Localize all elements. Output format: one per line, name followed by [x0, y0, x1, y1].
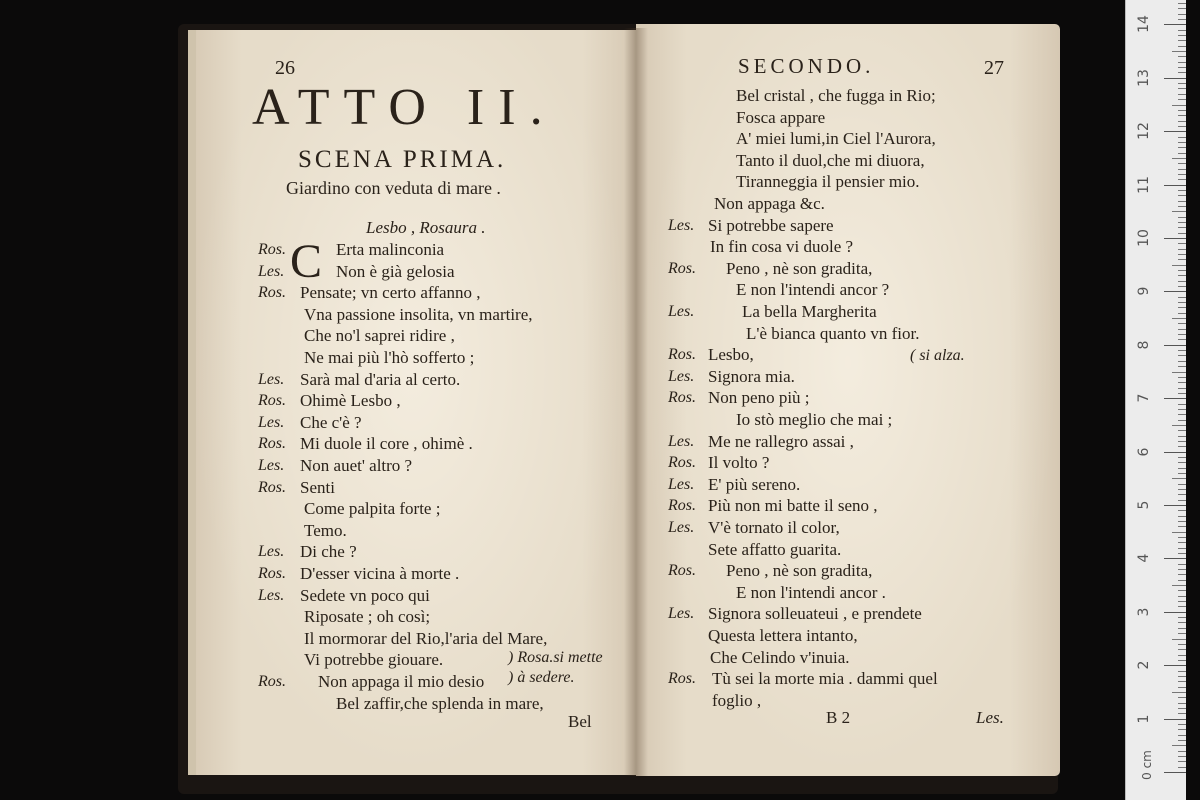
speaker-label: Les. [668, 605, 695, 623]
ruler-tick [1172, 158, 1186, 159]
ruler-tick [1178, 259, 1186, 260]
ruler-tick [1178, 174, 1186, 175]
right-page-number: 27 [984, 57, 1004, 79]
dialogue-line: Tù sei la morte mia . dammi quel [712, 669, 938, 689]
catchword: Les. [976, 708, 1004, 727]
ruler-tick [1178, 323, 1186, 324]
dialogue-line: Che c'è ? [300, 412, 362, 432]
ruler-number: 2 [1136, 660, 1152, 670]
ruler-tick [1164, 398, 1186, 399]
ruler-tick [1178, 756, 1186, 757]
ruler-tick [1172, 478, 1186, 479]
dialogue-line: Non appaga &c. [714, 194, 825, 213]
ruler-tick [1178, 468, 1186, 469]
ruler-number: 7 [1136, 393, 1152, 403]
ruler-tick [1178, 622, 1186, 623]
ruler-number: 6 [1136, 447, 1152, 457]
ruler-tick [1178, 147, 1186, 148]
ruler-tick [1178, 606, 1186, 607]
dialogue-line: Bel zaffir,che splenda in mare, [336, 693, 544, 713]
ruler-tick [1178, 8, 1186, 9]
ruler-tick [1178, 302, 1186, 303]
ruler-tick [1164, 612, 1186, 613]
ruler-tick [1178, 307, 1186, 308]
ruler-tick [1178, 190, 1186, 191]
dialogue-line: Riposate ; oh così; [304, 607, 431, 627]
book-gutter [624, 28, 648, 776]
dialogue-line: Ohimè Lesbo , [300, 391, 401, 411]
ruler-tick [1178, 382, 1186, 383]
dialogue-line: Bel cristal , che fugga in Rio; [736, 86, 936, 105]
dialogue-line: Di che ? [300, 542, 357, 562]
dialogue-line: Io stò meglio che mai ; [736, 410, 893, 429]
ruler-tick [1178, 169, 1186, 170]
ruler-tick [1178, 297, 1186, 298]
ruler-tick [1178, 179, 1186, 180]
ruler-number: 14 [1136, 15, 1152, 34]
dialogue-line: Signora solleuateui , e prendete [708, 604, 922, 624]
ruler-tick [1178, 142, 1186, 143]
dialogue-line: Sete affatto guarita. [708, 539, 842, 559]
ruler-number: 12 [1136, 122, 1152, 141]
dialogue-line: Tanto il duol,che mi diuora, [736, 150, 925, 170]
ruler-tick [1178, 489, 1186, 490]
dialogue-line: Non peno più ; [708, 388, 810, 408]
ruler-tick [1178, 222, 1186, 223]
ruler-number: 4 [1136, 553, 1152, 563]
ruler-tick [1178, 655, 1186, 656]
speaker-label: Les. [668, 216, 695, 234]
ruler-tick [1164, 719, 1186, 720]
speaker-label: Ros. [258, 284, 286, 302]
scene-heading: SCENA PRIMA. [298, 146, 507, 173]
ruler-tick [1172, 105, 1186, 106]
ruler-tick [1178, 286, 1186, 287]
act-heading: ATTO II. [252, 79, 557, 136]
ruler-tick [1178, 366, 1186, 367]
dialogue-line: Peno , nè son gradita, [726, 258, 873, 278]
ruler-tick [1178, 676, 1186, 677]
ruler-tick [1164, 78, 1186, 79]
speaker-label: Les. [258, 413, 285, 431]
ruler-tick [1178, 601, 1186, 602]
dialogue-line: Senti [300, 477, 335, 497]
dialogue-line: E non l'intendi ancor ? [736, 280, 890, 300]
ruler-tick [1172, 585, 1186, 586]
ruler-tick [1178, 40, 1186, 41]
ruler-tick [1178, 724, 1186, 725]
ruler-tick [1164, 505, 1186, 506]
ruler-tick [1178, 409, 1186, 410]
ruler-tick [1178, 350, 1186, 351]
drop-cap: C [290, 235, 323, 288]
ruler-tick [1178, 137, 1186, 138]
ruler-tick [1178, 430, 1186, 431]
dialogue-line: Non auet' altro ? [300, 456, 413, 475]
speaker-label: Les. [668, 475, 695, 493]
ruler-tick [1178, 388, 1186, 389]
speaker-label: Les. [668, 367, 695, 385]
speaker-label: Ros. [258, 435, 286, 453]
ruler-tick [1178, 227, 1186, 228]
dialogue-line: Sarà mal d'aria al certo. [300, 369, 461, 389]
speaker-label: Ros. [258, 673, 286, 690]
ruler-tick [1164, 238, 1186, 239]
ruler-tick [1178, 19, 1186, 20]
speaker-label: Ros. [668, 562, 696, 580]
dialogue-line: L'è bianca quanto vn fior. [746, 323, 920, 343]
ruler-tick [1178, 596, 1186, 597]
ruler-tick [1164, 558, 1186, 559]
dialogue-line: foglio , [712, 690, 762, 710]
dialogue-line: Fosca appare [736, 107, 826, 127]
speaker-label: Ros. [258, 392, 286, 410]
ruler-tick [1178, 72, 1186, 73]
ruler-tick [1178, 590, 1186, 591]
dialogue-line: La bella Margherita [742, 302, 877, 321]
dialogue-line: Il volto ? [708, 453, 770, 473]
dialogue-line: Il mormorar del Rio,l'aria del Mare, [304, 628, 548, 648]
ruler-number: 5 [1136, 500, 1152, 510]
speaker-label: Ros. [258, 565, 286, 582]
ruler-tick [1178, 339, 1186, 340]
ruler-tick [1178, 671, 1186, 672]
ruler-tick [1178, 414, 1186, 415]
ruler-tick [1178, 233, 1186, 234]
ruler-tick [1178, 473, 1186, 474]
dialogue-line: Questa lettera intanto, [708, 626, 858, 645]
dialogue-line: Sedete vn poco qui [300, 585, 430, 605]
ruler-tick [1178, 30, 1186, 31]
ruler-tick [1178, 681, 1186, 682]
dialogue-line: Erta malinconia [336, 240, 445, 259]
ruler-tick [1172, 265, 1186, 266]
ruler-tick [1178, 553, 1186, 554]
ruler-tick [1178, 687, 1186, 688]
ruler-tick [1172, 425, 1186, 426]
dialogue-line: Si potrebbe sapere [708, 215, 834, 235]
ruler-tick [1178, 548, 1186, 549]
ruler-tick [1178, 516, 1186, 517]
ruler-tick [1178, 3, 1186, 4]
ruler-tick [1178, 569, 1186, 570]
ruler-tick [1178, 153, 1186, 154]
speaker-label: Les. [668, 432, 695, 450]
ruler-tick [1178, 275, 1186, 276]
ruler-tick [1178, 767, 1186, 768]
speaker-label: Ros. [668, 670, 696, 688]
scene-setting: Giardino con veduta di mare . [286, 178, 501, 198]
ruler-tick [1178, 94, 1186, 95]
ruler-tick [1164, 345, 1186, 346]
ruler-tick [1178, 243, 1186, 244]
dialogue-line: Ne mai più l'hò sofferto ; [304, 348, 475, 367]
ruler-tick [1172, 51, 1186, 52]
dialogue-line: Più non mi batte il seno , [708, 496, 878, 516]
stage-direction: ) Rosa.si mette [508, 649, 603, 666]
speaker-label: Les. [668, 303, 695, 320]
ruler-tick [1178, 484, 1186, 485]
stage-direction: ( si alza. [910, 347, 965, 364]
ruler-tick [1178, 494, 1186, 495]
ruler-tick [1178, 537, 1186, 538]
ruler-tick [1178, 628, 1186, 629]
speaker-label: Les. [258, 370, 285, 388]
ruler-tick [1178, 83, 1186, 84]
ruler-tick [1178, 564, 1186, 565]
dialogue-line: Vna passione insolita, vn martire, [304, 304, 533, 324]
ruler-tick [1172, 318, 1186, 319]
ruler-tick [1178, 457, 1186, 458]
dialogue-line: Non è già gelosia [336, 261, 455, 281]
dialogue-line: Temo. [304, 520, 347, 540]
ruler-tick [1172, 692, 1186, 693]
ruler-tick [1178, 313, 1186, 314]
ruler-tick [1178, 644, 1186, 645]
signature-mark: B 2 [826, 708, 851, 727]
ruler-tick [1178, 217, 1186, 218]
ruler-tick [1178, 740, 1186, 741]
ruler-tick [1178, 526, 1186, 527]
left-page-number: 26 [275, 57, 295, 79]
characters-list: Lesbo , Rosaura . [366, 218, 486, 237]
ruler-number: 8 [1136, 340, 1152, 350]
ruler-tick [1178, 510, 1186, 511]
ruler-tick [1178, 201, 1186, 202]
ruler-tick [1178, 436, 1186, 437]
speaker-label: Les. [258, 543, 285, 561]
dialogue-line: E' più sereno. [708, 474, 801, 494]
ruler-tick [1172, 745, 1186, 746]
ruler-tick [1178, 617, 1186, 618]
speaker-label: Ros. [258, 478, 286, 496]
ruler-tick [1178, 254, 1186, 255]
dialogue-line: Pensate; vn certo affanno , [300, 283, 481, 303]
ruler-tick [1178, 206, 1186, 207]
dialogue-line: In fin cosa vi duole ? [710, 237, 854, 257]
ruler-tick [1164, 452, 1186, 453]
dialogue-line: Non appaga il mio desio [318, 672, 485, 691]
dialogue-line: Come palpita forte ; [304, 499, 441, 519]
speaker-label: Les. [258, 586, 285, 604]
ruler-tick [1178, 649, 1186, 650]
page-edge [188, 30, 196, 775]
ruler-tick [1178, 56, 1186, 57]
ruler-tick [1178, 126, 1186, 127]
ruler-tick [1178, 729, 1186, 730]
dialogue-line: Vi potrebbe giouare. [304, 650, 444, 670]
ruler-tick [1178, 393, 1186, 394]
ruler-tick [1164, 291, 1186, 292]
ruler-number: 13 [1136, 68, 1152, 87]
dialogue-line: A' miei lumi,in Ciel l'Aurora, [736, 129, 936, 149]
ruler-tick [1178, 163, 1186, 164]
dialogue-line: Mi duole il core , ohimè . [300, 434, 473, 454]
ruler-tick [1178, 708, 1186, 709]
ruler-tick [1178, 334, 1186, 335]
ruler-tick [1178, 521, 1186, 522]
ruler-tick [1164, 131, 1186, 132]
speaker-label: Les. [668, 519, 695, 536]
ruler-tick [1164, 772, 1186, 773]
dialogue-line: Me ne rallegro assai , [708, 431, 854, 451]
ruler-number: 1 [1136, 714, 1152, 724]
ruler-tick [1178, 713, 1186, 714]
ruler-tick [1178, 67, 1186, 68]
ruler-tick [1172, 639, 1186, 640]
ruler-tick [1178, 441, 1186, 442]
ruler-tick [1178, 355, 1186, 356]
speaker-label: Les. [258, 457, 285, 474]
ruler-number: 11 [1136, 175, 1152, 194]
ruler-tick [1178, 660, 1186, 661]
dialogue-line: D'esser vicina à morte . [300, 564, 460, 583]
ruler-tick [1178, 195, 1186, 196]
ruler-number: 9 [1136, 286, 1152, 296]
ruler-tick [1178, 46, 1186, 47]
speaker-label: Ros. [668, 454, 696, 472]
ruler-tick [1178, 703, 1186, 704]
ruler-tick [1178, 115, 1186, 116]
ruler-tick [1178, 329, 1186, 330]
ruler-tick [1178, 249, 1186, 250]
ruler-unit: 0 cm [1139, 750, 1154, 780]
speaker-label: Ros. [668, 389, 696, 407]
ruler-tick [1178, 574, 1186, 575]
ruler-tick [1164, 665, 1186, 666]
ruler-tick [1178, 404, 1186, 405]
dialogue-line: Peno , nè son gradita, [726, 561, 873, 581]
ruler-tick [1172, 532, 1186, 533]
speaker-label: Ros. [668, 346, 696, 364]
catchword: Bel [568, 712, 592, 731]
ruler-tick [1178, 735, 1186, 736]
ruler-tick [1178, 35, 1186, 36]
ruler-tick [1178, 697, 1186, 698]
running-head: SECONDO. [738, 54, 875, 78]
ruler-tick [1178, 633, 1186, 634]
dialogue-line: Che Celindo v'inuia. [710, 647, 850, 667]
speaker-label: Les. [258, 262, 285, 280]
dialogue-line: E non l'intendi ancor . [736, 582, 886, 602]
ruler-tick [1178, 462, 1186, 463]
dialogue-line: Che no'l saprei ridire , [304, 326, 455, 346]
ruler-number: 3 [1136, 607, 1152, 617]
ruler-tick [1178, 14, 1186, 15]
dialogue-line: Lesbo, [708, 345, 754, 365]
ruler-tick [1178, 281, 1186, 282]
ruler-tick [1178, 377, 1186, 378]
ruler-tick [1178, 110, 1186, 111]
ruler-tick [1178, 761, 1186, 762]
stage-direction: ) à sedere. [508, 669, 575, 686]
ruler-tick [1178, 420, 1186, 421]
ruler-tick [1172, 372, 1186, 373]
dialogue-line: Signora mia. [708, 366, 795, 386]
ruler-tick [1164, 185, 1186, 186]
measurement-ruler [1125, 0, 1186, 800]
speaker-label: Ros. [668, 497, 696, 515]
dialogue-line: V'è tornato il color, [708, 518, 840, 537]
speaker-label: Ros. [668, 259, 696, 277]
ruler-tick [1178, 751, 1186, 752]
ruler-tick [1164, 24, 1186, 25]
ruler-tick [1178, 446, 1186, 447]
ruler-tick [1178, 88, 1186, 89]
ruler-tick [1178, 270, 1186, 271]
ruler-tick [1178, 121, 1186, 122]
ruler-tick [1178, 542, 1186, 543]
ruler-tick [1178, 500, 1186, 501]
ruler-tick [1178, 580, 1186, 581]
ruler-tick [1178, 99, 1186, 100]
dialogue-line: Tiranneggia il pensier mio. [736, 172, 920, 192]
ruler-tick [1172, 211, 1186, 212]
speaker-label: Ros. [258, 241, 286, 258]
ruler-tick [1178, 62, 1186, 63]
ruler-tick [1178, 361, 1186, 362]
ruler-number: 10 [1136, 229, 1152, 247]
